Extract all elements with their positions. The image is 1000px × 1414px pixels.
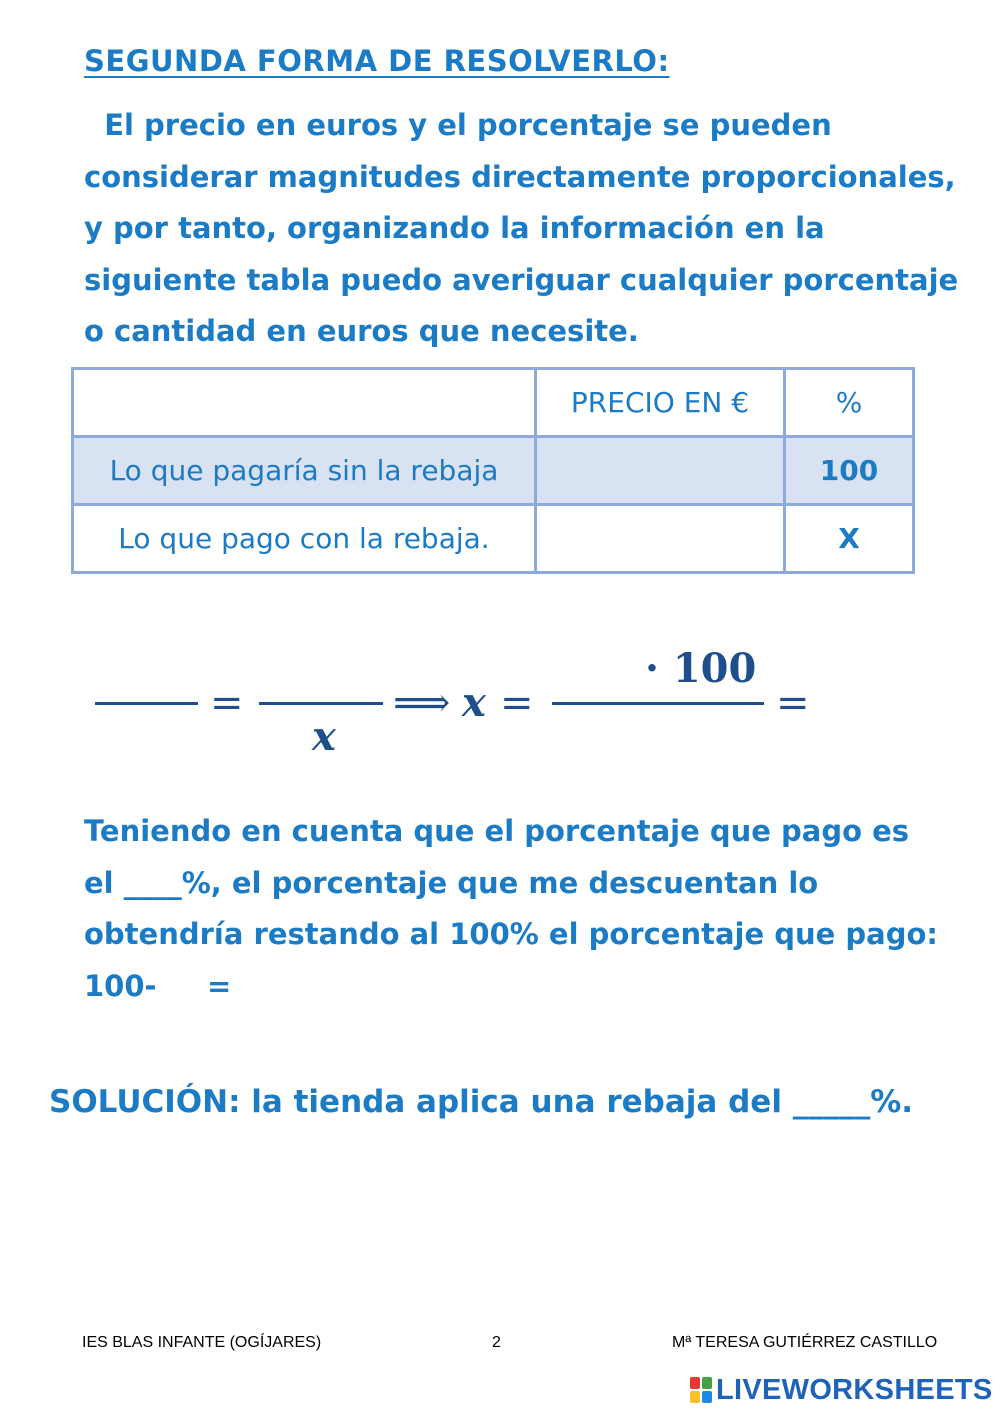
explanation-paragraph bbox=[84, 806, 964, 1012]
formula-graphic bbox=[0, 630, 1000, 780]
intro-line: o cantidad en euros que necesite. bbox=[84, 314, 639, 348]
table-cell-percent: 100 bbox=[785, 437, 914, 505]
equals-sign: = bbox=[500, 680, 534, 726]
proportion-table bbox=[71, 367, 915, 574]
liveworksheets-icon bbox=[690, 1377, 712, 1403]
footer-author: Mª TERESA GUTIÉRREZ CASTILLO bbox=[672, 1334, 938, 1351]
fraction-bar bbox=[259, 702, 383, 705]
table-header-cell: % bbox=[785, 369, 914, 437]
footer-school: IES BLAS INFANTE (OGÍJARES) bbox=[82, 1334, 322, 1351]
section-heading: SEGUNDA FORMA DE RESOLVERLO: bbox=[84, 44, 670, 78]
solution-line: SOLUCIÓN: la tienda aplica una rebaja del _____%. bbox=[49, 1084, 914, 1120]
intro-line: siguiente tabla puedo averiguar cualquier porcentaje bbox=[84, 262, 959, 297]
intro-paragraph bbox=[84, 100, 959, 358]
equals-sign: = bbox=[776, 680, 810, 726]
table-cell-percent: X bbox=[785, 505, 914, 573]
liveworksheets-logo[interactable] bbox=[690, 1372, 993, 1408]
table-header-cell bbox=[73, 369, 536, 437]
equals-sign: = bbox=[210, 680, 244, 726]
explanation-line: Teniendo en cuenta que el porcentaje que pago es bbox=[84, 814, 910, 848]
intro-line: El precio en euros y el porcentaje se pueden bbox=[84, 108, 832, 142]
times-hundred: · 100 bbox=[645, 645, 757, 692]
explanation-line: obtendría restando al 100% el porcentaje que pago: bbox=[84, 917, 939, 951]
table-header-cell: PRECIO EN € bbox=[536, 369, 785, 437]
brand-text: LIVEWORKSHEETS bbox=[716, 1373, 993, 1406]
variable-x: x bbox=[462, 679, 486, 726]
explanation-line: 100- = bbox=[84, 968, 232, 1003]
fraction-bar bbox=[95, 702, 198, 705]
table-cell-label: Lo que pago con la rebaja. bbox=[73, 505, 536, 573]
table-row bbox=[73, 505, 914, 573]
table-header-row bbox=[73, 369, 914, 437]
table-cell-price-input[interactable] bbox=[536, 437, 785, 505]
intro-line: y por tanto, organizando la información en la bbox=[84, 211, 825, 245]
table-row bbox=[73, 437, 914, 505]
fraction-bar bbox=[552, 702, 764, 705]
variable-x: x bbox=[312, 713, 336, 760]
intro-line: considerar magnitudes directamente proporcionales, bbox=[84, 159, 956, 194]
proportion-formula bbox=[0, 630, 1000, 780]
table-cell-label: Lo que pagaría sin la rebaja bbox=[73, 437, 536, 505]
footer-page-number: 2 bbox=[492, 1334, 501, 1351]
implies-arrow: ⟹ bbox=[393, 680, 451, 726]
table-cell-price-input[interactable] bbox=[536, 505, 785, 573]
explanation-line: el ____%, el porcentaje que me descuentan lo bbox=[84, 865, 819, 900]
